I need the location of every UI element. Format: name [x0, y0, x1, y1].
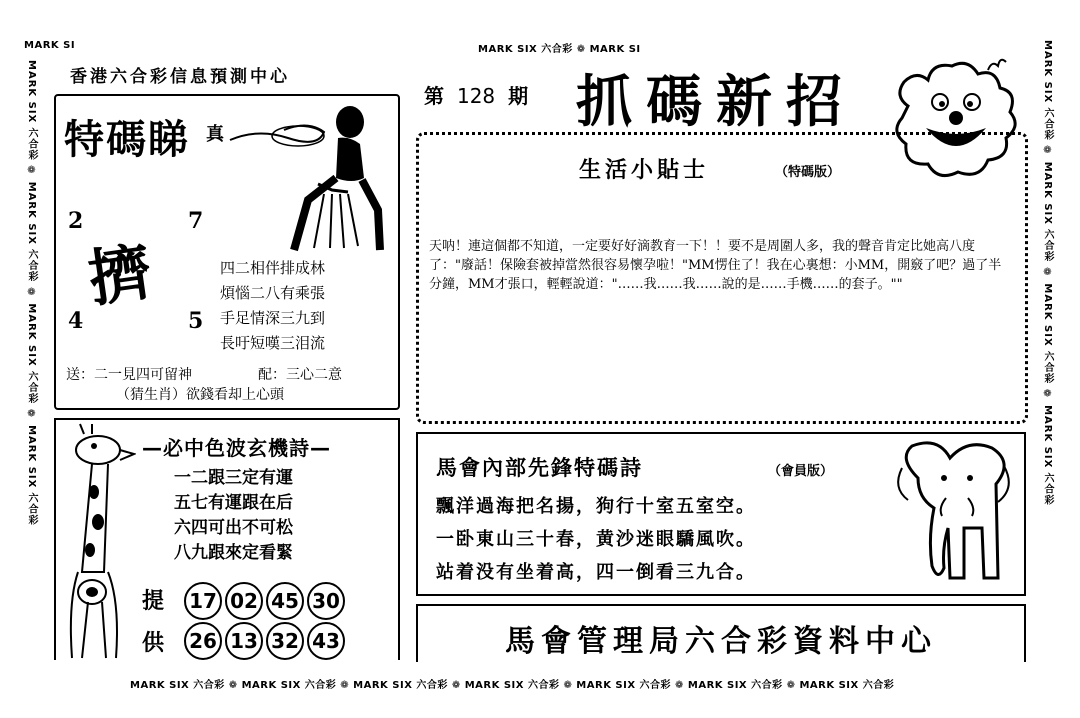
watermark-top-left: MARK SI — [24, 40, 76, 51]
tema-number-bl: 4 — [68, 308, 84, 334]
issue-number: 128 — [456, 84, 496, 108]
tema-poem — [220, 256, 325, 356]
tema-riddle: （猜生肖）欲錢看却上心頭 — [116, 387, 284, 403]
number-ball: 17 — [184, 582, 222, 620]
issue-label — [424, 80, 528, 109]
tema-number-tr: 7 — [188, 208, 204, 234]
tips-tag: （特碼版） — [775, 165, 841, 180]
tips-body: 天呐！連這個都不知道，一定要好好滴教育一下！！要不是周圍人多，我的聲音肯定比她高八度了："廢話！保險套被掉當然很容易懷孕啦！"MM愣住了！我在心裏想：小MM，開竅了吧？過了半分鐘，MM才張口，輕輕說道："……我……我……說的是……手機……的套子。"" — [429, 239, 1002, 292]
number-ball: 13 — [225, 622, 263, 660]
tema-box — [54, 94, 400, 410]
woman-figure-icon — [278, 100, 398, 260]
number-ball: 30 — [307, 582, 345, 620]
bose-line: 八九跟來定看緊 — [174, 543, 293, 563]
bose-row2 — [184, 622, 348, 660]
watermark-top-center: MARK SIX 六合彩 ❁ MARK SI — [478, 44, 641, 55]
bose-line: 六四可出不可松 — [174, 518, 293, 538]
horse-poem-line: 站着没有坐着高，四一倒看三九合。 — [436, 562, 756, 583]
tema-big-char: 擠 — [83, 234, 156, 316]
bose-poem — [174, 466, 293, 566]
horse-poem — [436, 490, 756, 589]
bose-title: —必中色波玄機詩— — [142, 436, 331, 460]
horse-box — [416, 432, 1026, 596]
center-name: 香港六合彩信息預測中心 — [70, 67, 290, 87]
giraffe-icon — [58, 422, 136, 660]
tema-match: 配：三心二意 — [258, 367, 342, 383]
footer-banner: 馬會管理局六合彩資料中心 — [505, 624, 937, 659]
number-ball: 26 — [184, 622, 222, 660]
tema-poem-line: 長吁短嘆三泪流 — [220, 334, 326, 352]
number-ball: 02 — [225, 582, 263, 620]
tema-poem-line: 手足情深三九到 — [220, 309, 326, 327]
bose-gong-label: 供 — [142, 631, 165, 656]
footer-banner-box — [416, 604, 1026, 662]
horse-title: 馬會內部先鋒特碼詩 — [436, 456, 643, 480]
elephant-icon — [888, 438, 1018, 588]
issue-suffix: 期 — [508, 84, 529, 108]
number-ball: 45 — [266, 582, 304, 620]
tema-send: 送：二一見四可留神 — [66, 367, 192, 383]
horse-tag: （會員版） — [768, 464, 834, 479]
main-title: 抓碼新招 — [576, 70, 856, 135]
horse-poem-line: 飄洋過海把名揚，狗行十室五室空。 — [436, 496, 756, 517]
watermark-bottom-row: MARK SIX 六合彩 ❁ MARK SIX 六合彩 ❁ MARK SIX 六合彩 ❁ MARK SIX 六合彩 ❁ MARK SIX 六合彩 ❁ MARK SIX 六合彩 ❁ MARK SIX 六合彩 — [130, 680, 895, 691]
number-ball: 43 — [307, 622, 345, 660]
tema-subtitle: 真 — [206, 124, 224, 145]
tips-title: 生活小貼士 — [579, 158, 710, 183]
bose-line: 五七有運跟在后 — [174, 493, 293, 513]
tema-number-br: 5 — [188, 308, 204, 334]
bose-line: 一二跟三定有運 — [174, 468, 293, 488]
watermark-right-side: MARK SIX 六合彩 ❁ MARK SIX 六合彩 ❁ MARK SIX 六合彩 ❁ MARK SIX 六合彩 — [1042, 40, 1053, 506]
issue-prefix: 第 — [424, 84, 444, 108]
bose-box — [54, 418, 400, 660]
horse-poem-line: 一卧東山三十春，黄沙迷眼驕風吹。 — [436, 529, 756, 550]
bose-row1 — [184, 582, 348, 620]
watermark-left-side: MARK SIX 六合彩 ❁ MARK SIX 六合彩 ❁ MARK SIX 六合彩 ❁ MARK SIX 六合彩 — [26, 60, 37, 526]
tips-box — [416, 132, 1028, 424]
tema-title: 特碼睇 — [64, 117, 190, 163]
tema-poem-line: 煩惱二八有乘張 — [220, 284, 326, 302]
tema-poem-line: 四二相伴排成林 — [220, 259, 326, 277]
number-ball: 32 — [266, 622, 304, 660]
bose-ti-label: 提 — [142, 589, 165, 614]
tema-number-tl: 2 — [68, 208, 84, 234]
